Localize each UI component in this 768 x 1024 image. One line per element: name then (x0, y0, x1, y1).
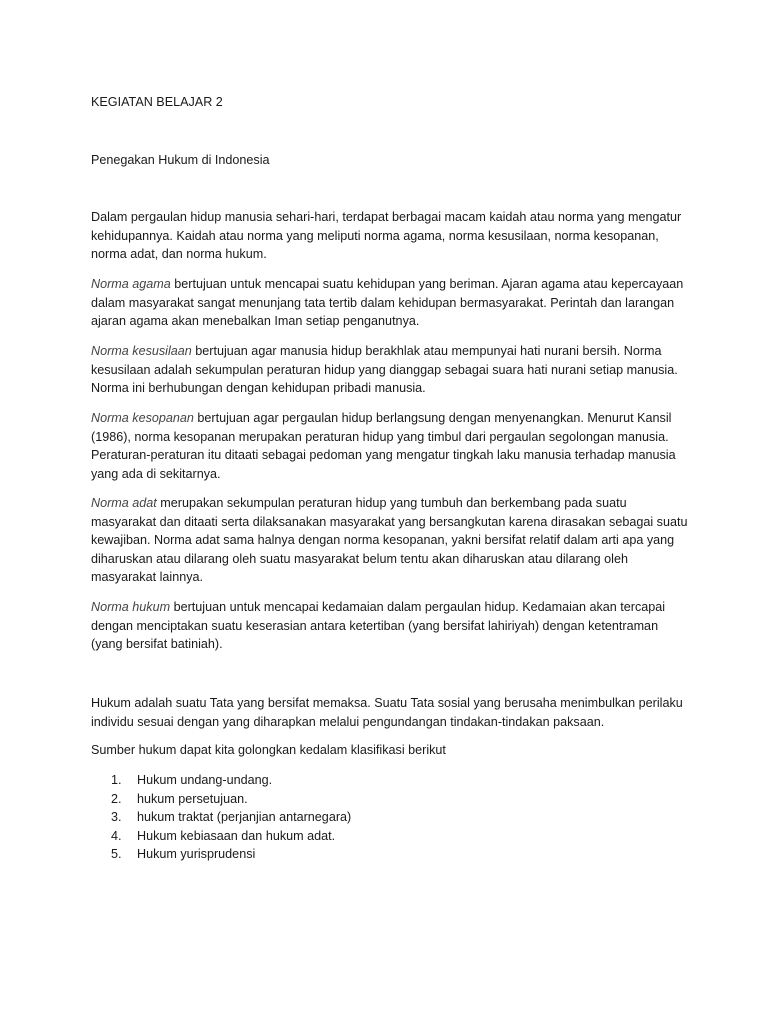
list-item-text: hukum persetujuan. (137, 791, 248, 806)
norm-kesopanan-paragraph (91, 409, 691, 483)
list-item-number: 3. (111, 810, 122, 824)
sources-intro: Sumber hukum dapat kita golongkan kedalam klasifikasi berikut (91, 743, 446, 757)
section-label: KEGIATAN BELAJAR 2 (91, 95, 223, 109)
norm-adat-text: merupakan sekumpulan peraturan hidup yang tumbuh dan berkembang pada suatu masyarakat dan ditaati serta dilaksanakan masyarakat yang bersangkutan karena dirasakan sebagai suatu kewajiban. Norma adat sama halnya dengan norma kesopanan, yakni bersifat relatif dalam arti apa yang diharuskan atau dilarang oleh suatu masyarakat belum tentu akan diharuskan atau dilarang oleh masyarakat lainnya. (91, 496, 688, 584)
norm-hukum-text: bertujuan untuk mencapai kedamaian dalam pergaulan hidup. Kedamaian akan tercapai dengan menciptakan suatu keserasian antara ketertiban (yang bersifat lahiriyah) dengan ketentraman (yang bersifat batiniah). (91, 600, 666, 651)
norm-kesusilaan-paragraph (91, 342, 691, 398)
norm-agama-paragraph (91, 275, 691, 331)
law-sources-list (91, 771, 351, 864)
norm-hukum-term: Norma hukum (91, 600, 171, 614)
norm-adat-term: Norma adat (91, 496, 157, 510)
document-page (91, 0, 691, 1024)
list-item (91, 771, 351, 790)
norm-kesusilaan-text: bertujuan agar manusia hidup berakhlak atau mempunyai hati nurani bersih. Norma kesusilaan adalah sekumpulan peraturan hidup yang dianggap sebagai suara hati nurani setiap manusia. Norma ini berhubungan dengan kehidupan pribadi manusia. (91, 344, 678, 395)
list-item-number: 2. (111, 791, 122, 806)
topic-title: Penegakan Hukum di Indonesia (91, 153, 270, 167)
norm-adat-paragraph (91, 494, 691, 587)
norm-kesusilaan-term: Norma kesusilaan (91, 344, 192, 358)
list-item-number: 4. (111, 828, 122, 843)
list-item (91, 790, 351, 809)
intro-paragraph: Dalam pergaulan hidup manusia sehari-hari, terdapat berbagai macam kaidah atau norma yang mengatur kehidupannya. Kaidah atau norma yang meliputi norma agama, norma kesusilaan, norma kesopanan, norma adat, dan norma hukum. (91, 210, 682, 261)
list-item (91, 808, 351, 827)
list-item-number: 1. (111, 773, 122, 787)
list-item (91, 845, 351, 864)
norm-kesopanan-term: Norma kesopanan (91, 411, 194, 425)
law-definition-paragraph: Hukum adalah suatu Tata yang bersifat memaksa. Suatu Tata sosial yang berusaha menimbulkan perilaku individu sesuai dengan yang diharapkan melalui pengundangan tindakan-tindakan paksaan. (91, 696, 683, 729)
list-item-text: hukum traktat (perjanjian antarnegara) (137, 810, 352, 824)
list-item-text: Hukum undang-undang. (137, 773, 273, 787)
norm-agama-text: bertujuan untuk mencapai suatu kehidupan yang beriman. Ajaran agama atau kepercayaan dalam masyarakat sangat menunjang tata tertib dalam kehidupan bermasyarakat. Perintah dan larangan ajaran agama akan menebalkan Iman setiap penganutnya. (91, 277, 684, 328)
list-item-text: Hukum kebiasaan dan hukum adat. (137, 828, 336, 843)
list-item-text: Hukum yurisprudensi (137, 847, 256, 861)
list-item (91, 827, 351, 846)
norm-kesopanan-text: bertujuan agar pergaulan hidup berlangsung dengan menyenangkan. Menurut Kansil (1986), norma kesopanan merupakan peraturan hidup yang timbul dari pergaulan segolongan manusia. Peraturan-peraturan itu ditaati sebagai pedoman yang mengatur tingkah laku manusia terhadap manusia yang ada di sekitarnya. (91, 411, 676, 481)
norm-hukum-paragraph (91, 598, 691, 654)
norm-agama-term: Norma agama (91, 277, 171, 291)
list-item-number: 5. (111, 847, 122, 861)
